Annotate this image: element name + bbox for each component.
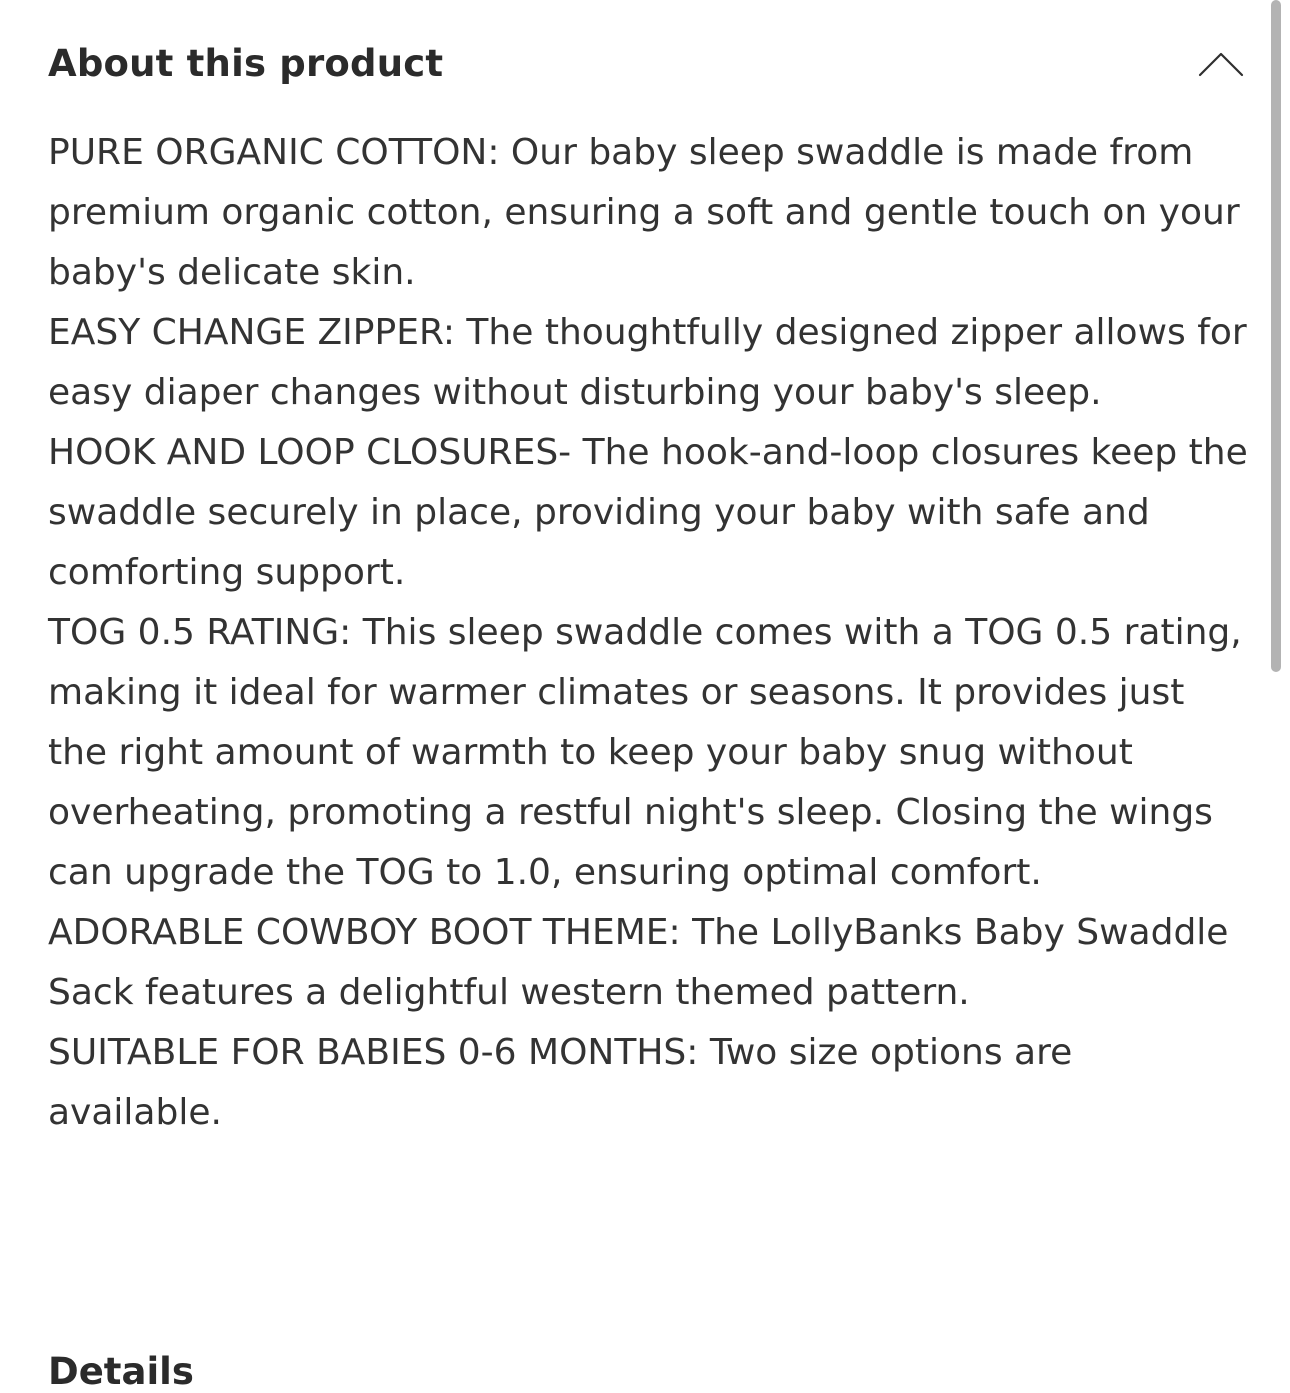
feature-paragraph: PURE ORGANIC COTTON: Our baby sleep swaddle is made from premium organic cotton, ensuring a soft and gentle touch on your baby's delicate skin.: [48, 132, 1240, 293]
feature-paragraph: TOG 0.5 RATING: This sleep swaddle comes with a TOG 0.5 rating, making it ideal for warmer climates or seasons. It provides just the right amount of warmth to keep your baby snug without overheating, promoting a restful night's sleep. Closing the wings can upgrade the TOG to 1.0, ensuring optimal comfort.: [48, 612, 1242, 893]
feature-paragraph: ADORABLE COWBOY BOOT THEME: The LollyBanks Baby Swaddle Sack features a delightful western themed pattern.: [48, 912, 1229, 1013]
chevron-up-icon[interactable]: [1196, 44, 1246, 80]
scrollbar-thumb[interactable]: [1271, 0, 1281, 672]
feature-paragraph: HOOK AND LOOP CLOSURES- The hook-and-loop closures keep the swaddle securely in place, providing your baby with safe and comforting support.: [48, 432, 1248, 593]
about-section-header[interactable]: [48, 38, 1248, 98]
feature-paragraph: SUITABLE FOR BABIES 0-6 MONTHS: Two size options are available.: [48, 1032, 1073, 1133]
section-title: About this product: [48, 42, 444, 85]
details-section-title[interactable]: Details: [48, 1350, 194, 1393]
feature-paragraph: EASY CHANGE ZIPPER: The thoughtfully designed zipper allows for easy diaper changes without disturbing your baby's sleep.: [48, 312, 1247, 413]
product-description: [48, 123, 1248, 1143]
scrollbar[interactable]: [1268, 0, 1290, 1368]
